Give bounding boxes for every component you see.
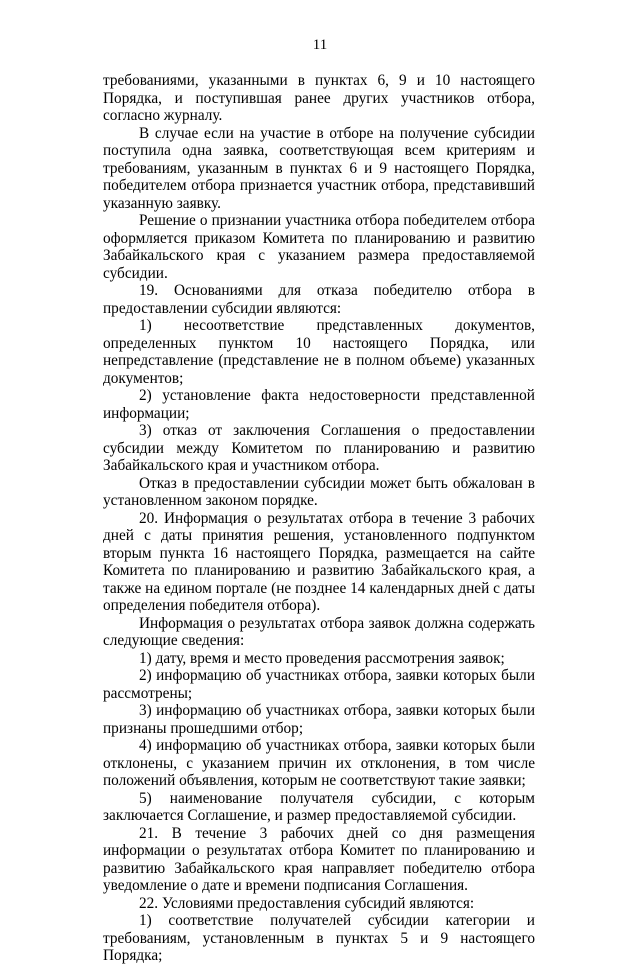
paragraph-22-conditions: 22. Условиями предоставления субсидий являются: <box>139 894 475 912</box>
paragraph-20-results-info: 20. Информация о результатах отбора в течение 3 рабочих дней с даты принятия решения, установленного подпунктом вторым пункта 16 настоящего Порядка, размещается на сайте Комитета по планированию и развитию Забайкальского края, а также на едином портале (не позднее 14 календарных дней с даты определения победителя отбора). <box>103 509 535 614</box>
paragraph-continuation: требованиями, указанными в пунктах 6, 9 и 10 настоящего Порядка, и поступившая ранее других участников отбора, согласно журналу. <box>103 72 535 124</box>
list-item-19-1: 1) несоответствие представленных документов, определенных пунктом 10 настоящего Порядка, или непредставление (представление не в полном объеме) указанных документов; <box>103 317 535 387</box>
paragraph-single-application: В случае если на участие в отборе на получение субсидии поступила одна заявка, соответствующая всем критериям и требованиям, указанным в пунктах 6 и 9 настоящего Порядка, победителем отбора признается участник отбора, представивший указанную заявку. <box>103 124 535 212</box>
paragraph-appeal: Отказ в предоставлении субсидии может быть обжалован в установленном законом порядке. <box>103 474 535 509</box>
list-item-20-4: 4) информацию об участниках отбора, заявки которых были отклонены, с указанием причин их отклонения, в том числе положений объявления, которым не соответствуют такие заявки; <box>103 737 535 789</box>
list-item-20-3: 3) информацию об участниках отбора, заявки которых были признаны прошедшими отбор; <box>103 702 535 737</box>
list-item-20-5: 5) наименование получателя субсидии, с которым заключается Соглашение, и размер предоставляемой субсидии. <box>103 789 535 824</box>
paragraph-19-refusal-grounds: 19. Основаниями для отказа победителю отбора в предоставлении субсидии являются: <box>103 282 535 317</box>
list-item-19-2: 2) установление факта недостоверности представленной информации; <box>103 387 535 422</box>
document-body <box>103 72 535 965</box>
paragraph-21-notification: 21. В течение 3 рабочих дней со дня размещения информации о результатах отбора Комитет по планированию и развитию Забайкальского края направляет победителю отбора уведомление о дате и времени подписания Соглашения. <box>103 824 535 894</box>
paragraph-winner-decision: Решение о признании участника отбора победителем отбора оформляется приказом Комитета по планированию и развитию Забайкальского края с указанием размера предоставляемой субсидии. <box>103 212 535 282</box>
list-item-22-1: 1) соответствие получателей субсидии категории и требованиям, установленным в пунктах 5 и 9 настоящего Порядка; <box>103 912 535 964</box>
page-number: 11 <box>312 37 328 53</box>
list-item-20-2: 2) информацию об участниках отбора, заявки которых были рассмотрены; <box>103 667 535 702</box>
list-item-20-1: 1) дату, время и место проведения рассмотрения заявок; <box>139 649 505 667</box>
list-item-19-3: 3) отказ от заключения Соглашения о предоставлении субсидии между Комитетом по планированию и развитию Забайкальского края и участником отбора. <box>103 422 535 474</box>
paragraph-results-content: Информация о результатах отбора заявок должна содержать следующие сведения: <box>103 614 535 649</box>
